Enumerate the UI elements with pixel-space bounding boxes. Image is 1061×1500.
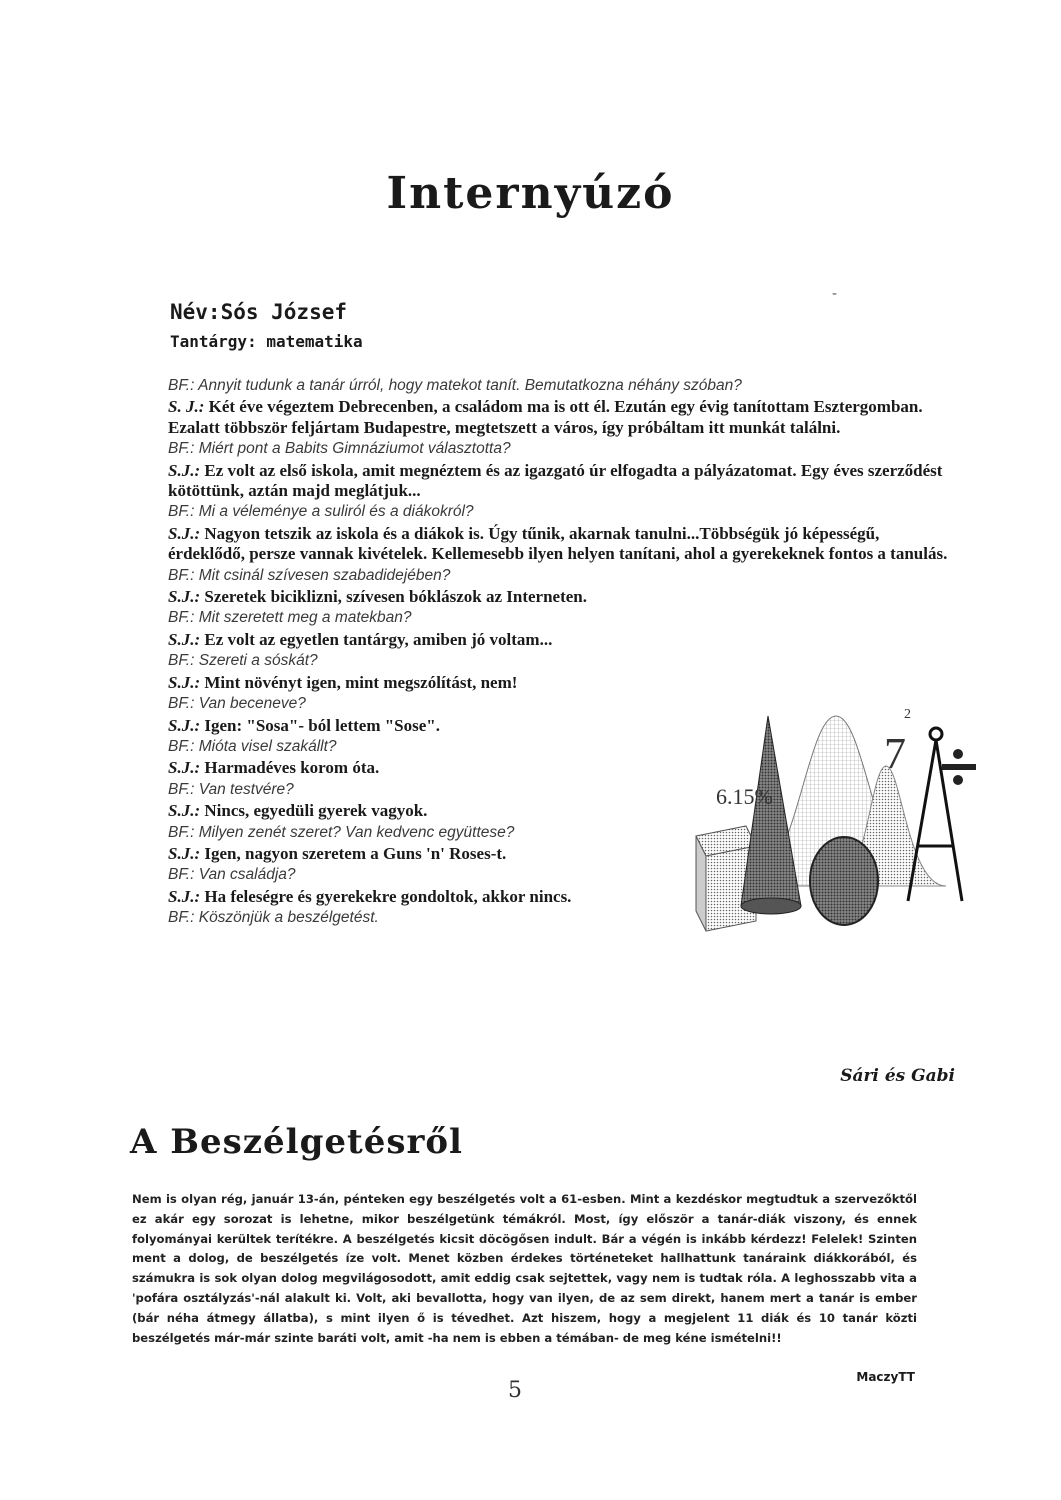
interviewee-subject: Tantárgy: matematika bbox=[170, 332, 363, 351]
seven-label: 7 bbox=[884, 729, 906, 778]
interview-question: BF.: Mióta visel szakállt? bbox=[168, 737, 337, 755]
interview-answer bbox=[168, 630, 688, 650]
interview-question: BF.: Van beceneve? bbox=[168, 695, 306, 713]
interview-question: BF.: Van családja? bbox=[168, 866, 296, 884]
answer-text: Igen: "Sosa"- ból lettem "Sose". bbox=[200, 715, 440, 735]
interviewee-name: Név:Sós József bbox=[170, 300, 348, 324]
cone-base bbox=[741, 898, 801, 914]
divide-symbol-bar bbox=[942, 764, 976, 770]
answer-text: Mint növényt igen, mint megszólítást, nem! bbox=[200, 672, 518, 692]
speaker-label: S.J.: bbox=[168, 758, 201, 778]
answer-text: Ez volt az egyetlen tantárgy, amiben jó voltam... bbox=[200, 629, 553, 649]
interview-question: BF.: Mi a véleménye a suliról és a diákokról? bbox=[168, 503, 474, 521]
answer-text: Nagyon tetszik az iskola és a diákok is. Úgy tűnik, akarnak tanulni...Többségük jó képességű, érdeklődő, persze vannak kivételek. Kellemesebb ilyen helyen tanítani, ahol a gyerekeknek fontos a tanulás. bbox=[168, 523, 948, 564]
divide-symbol-dot-bottom bbox=[953, 775, 963, 785]
interview-answer bbox=[168, 397, 958, 438]
exponent-label: 2 bbox=[904, 707, 911, 722]
sphere-shape bbox=[810, 837, 878, 925]
percent-label: 6.15% bbox=[716, 784, 773, 809]
interview-question: BF.: Szereti a sóskát? bbox=[168, 652, 318, 670]
answer-text: Szeretek biciklizni, szívesen bóklászok az Interneten. bbox=[200, 587, 588, 607]
speaker-label: S. J.: bbox=[168, 397, 205, 417]
page-number: 5 bbox=[508, 1378, 522, 1403]
scan-speck: - bbox=[832, 286, 838, 302]
interview-question: BF.: Van testvére? bbox=[168, 780, 294, 798]
answer-text: Igen, nagyon szeretem a Guns 'n' Roses-t. bbox=[200, 843, 507, 863]
interview-answer bbox=[168, 524, 958, 565]
page-title: Internyúzó bbox=[386, 168, 675, 219]
math-illustration bbox=[686, 696, 986, 946]
interview-answer bbox=[168, 801, 688, 821]
interview-question: BF.: Köszönjük a beszélgetést. bbox=[168, 909, 379, 927]
interview-answer bbox=[168, 716, 688, 736]
speaker-label: S.J.: bbox=[168, 672, 201, 692]
speaker-label: S.J.: bbox=[168, 460, 201, 480]
interview-question: BF.: Annyit tudunk a tanár úrról, hogy matekot tanít. Bemutatkozna néhány szóban? bbox=[168, 377, 742, 394]
interview-question: BF.: Milyen zenét szeret? Van kedvenc együttese? bbox=[168, 823, 515, 841]
answer-text: Ha feleségre és gyerekekre gondoltok, akkor nincs. bbox=[200, 886, 572, 906]
speaker-label: S.J.: bbox=[168, 886, 201, 906]
interview-answer bbox=[168, 673, 688, 693]
answer-text: Harmadéves korom óta. bbox=[200, 758, 380, 778]
interview-answer bbox=[168, 758, 688, 778]
section-body: Nem is olyan rég, január 13-án, pénteken egy beszélgetés volt a 61-esben. Mint a kezdéskor megtudtuk a szervezőktől ez akár egy sorozat is lehetne, mikor beszélgetünk témákról. Most, így először a tanár-diák viszony, és ennek folyományai kerültek terítékre. A beszélgetés kicsit döcögősen indult. Bár a végén is inkább kérdezz! Felelek! Szinten ment a dolog, de beszélgetés íze volt. Menet közben érdekes történeteket hallhattunk tanáraink diákkorából, és számukra is sok olyan dolog megvilágosodott, amit eddig csak sejtettek, vagy nem is tudtak róla. A leghosszabb vita a 'pofára osztályzás'-nál alakult ki. Volt, aki bevallotta, hogy van ilyen, de az sem direkt, hanem mert a tanár is ember (bár néha átmegy állatba), s mint ilyen ő is tévedhet. Azt hiszem, hogy a megjelent 11 diák és 10 tanár közti beszélgetés már-már szinte baráti volt, amit -ha nem is ebben a témában- de meg kéne ismételni!! bbox=[132, 1192, 917, 1345]
answer-text: Két éve végeztem Debrecenben, a családom ma is ott él. Ezután egy évig tanítottam Esztergomban. Ezalatt többször feljártam Budapestre, megtetszett a város, így próbáltam itt munkát találni. bbox=[168, 397, 923, 437]
answer-text: Ez volt az első iskola, amit megnéztem és az igazgató úr elfogadta a pályázatomat. Egy éves szerződést kötöttünk, aztán majd meglátjuk... bbox=[168, 460, 943, 501]
answer-text: Nincs, egyedüli gyerek vagyok. bbox=[200, 801, 428, 821]
interview-answer bbox=[168, 587, 958, 607]
cone-shape bbox=[741, 716, 801, 906]
interview-question: BF.: Mit csinál szívesen szabadidejében? bbox=[168, 566, 451, 584]
speaker-label: S.J.: bbox=[168, 587, 201, 607]
section-title: A Beszélgetésről bbox=[130, 1122, 463, 1162]
interview-question: BF.: Mit szeretett meg a matekban? bbox=[168, 609, 412, 627]
divide-symbol-dot-top bbox=[953, 749, 963, 759]
section-author: MaczyTT bbox=[856, 1370, 915, 1384]
interview-question: BF.: Miért pont a Babits Gimnáziumot választotta? bbox=[168, 440, 511, 458]
interview-answer bbox=[168, 461, 958, 502]
speaker-label: S.J.: bbox=[168, 715, 201, 735]
speaker-label: S.J.: bbox=[168, 629, 201, 649]
speaker-label: S.J.: bbox=[168, 843, 201, 863]
interview-signature: Sári és Gabi bbox=[840, 1066, 955, 1086]
speaker-label: S.J.: bbox=[168, 523, 201, 543]
speaker-label: S.J.: bbox=[168, 801, 201, 821]
